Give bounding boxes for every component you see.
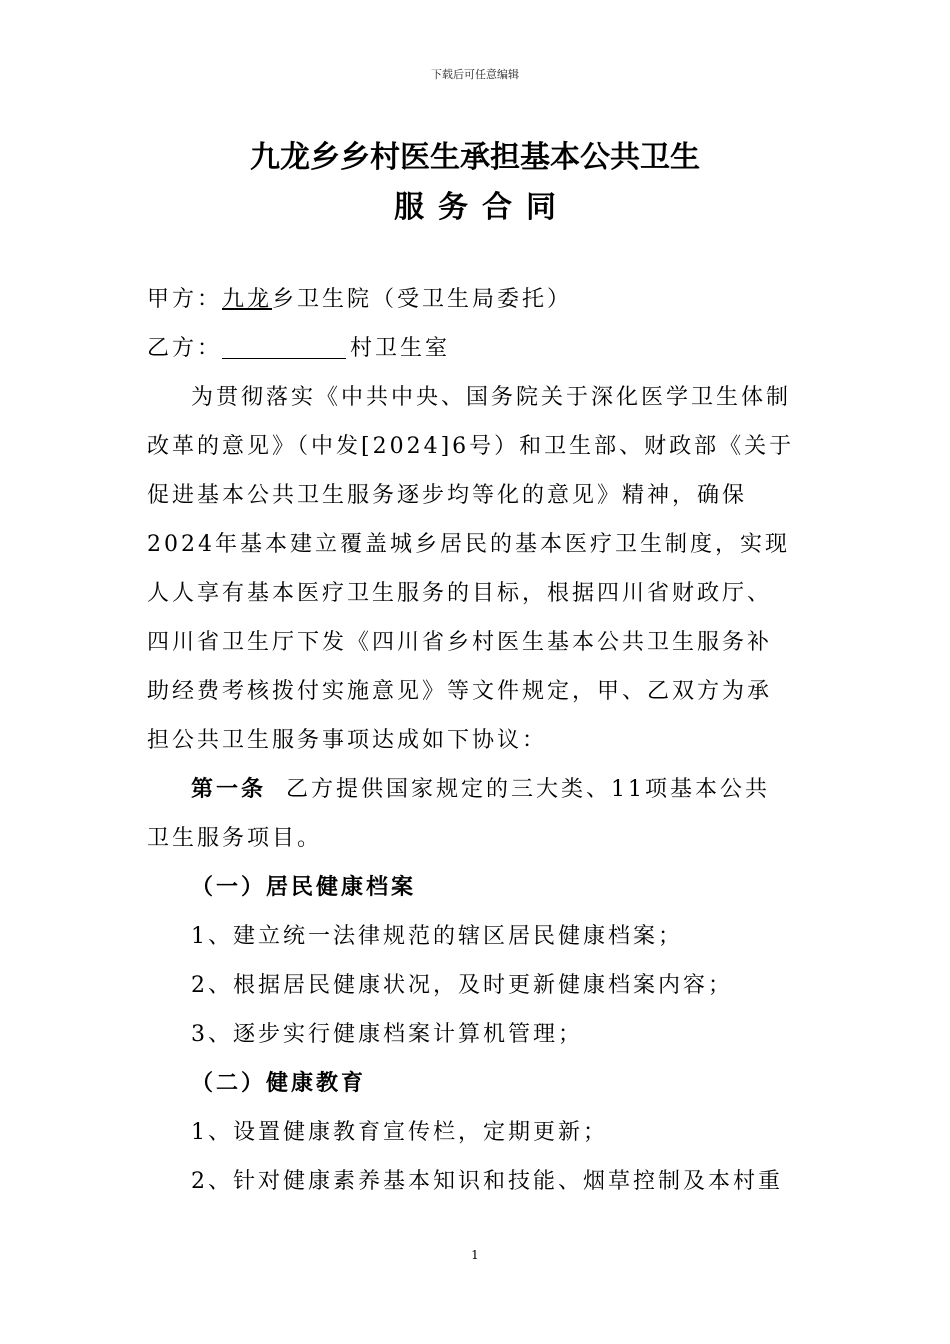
section-2-heading: （二）健康教育 [191, 1071, 367, 1096]
preamble-line: 担公共卫生服务事项达成如下协议： [147, 728, 548, 753]
header-note: 下载后可任意编辑 [431, 68, 519, 81]
section-1-item: 1、建立统一法律规范的辖区居民健康档案； [191, 924, 683, 949]
party-a-line [147, 282, 807, 331]
section-2-item: 1、设置健康教育宣传栏，定期更新； [191, 1120, 608, 1145]
preamble-line: 改革的意见》（中发[2024]6号）和卫生部、财政部《关于 [147, 434, 795, 459]
party-b-label: 乙方： [147, 336, 223, 361]
article-1-text: 乙方提供国家规定的三大类、11项基本公共 [286, 777, 771, 802]
party-b-blank-field [222, 334, 346, 359]
section-2-item: 2、针对健康素养基本知识和技能、烟草控制及本村重 [191, 1169, 783, 1194]
party-a-rest: 乡卫生院（受卫生局委托） [272, 287, 573, 312]
party-a-name: 九龙 [222, 287, 273, 312]
page-number: 1 [471, 1248, 479, 1262]
party-b-rest: 村卫生室 [350, 336, 451, 361]
section-1-heading: （一）居民健康档案 [191, 875, 417, 900]
article-1-line-2: 卫生服务项目。 [147, 826, 323, 851]
document-body [147, 282, 807, 1213]
party-b-line [147, 331, 807, 380]
party-a-label: 甲方： [147, 287, 223, 312]
preamble-line: 促进基本公共卫生服务逐步均等化的意见》精神，确保 [147, 483, 748, 508]
article-1-label: 第一条 [191, 777, 267, 802]
article-1-line [147, 772, 807, 821]
preamble-line: 为贯彻落实《中共中央、国务院关于深化医学卫生体制 [191, 385, 792, 410]
preamble-line: 助经费考核拨付实施意见》等文件规定，甲、乙双方为承 [147, 679, 773, 704]
section-1-item: 3、逐步实行健康档案计算机管理； [191, 1022, 583, 1047]
preamble-line: 人人享有基本医疗卫生服务的目标，根据四川省财政厅、 [147, 581, 773, 606]
preamble-line: 四川省卫生厅下发《四川省乡村医生基本公共卫生服务补 [147, 630, 773, 655]
document-title-line-2: 服务合同 [394, 190, 570, 225]
preamble-line: 2024年基本建立覆盖城乡居民的基本医疗卫生制度，实现 [147, 532, 790, 557]
section-1-item: 2、根据居民健康状况，及时更新健康档案内容； [191, 973, 733, 998]
document-title-line-1: 九龙乡乡村医生承担基本公共卫生 [250, 140, 700, 175]
